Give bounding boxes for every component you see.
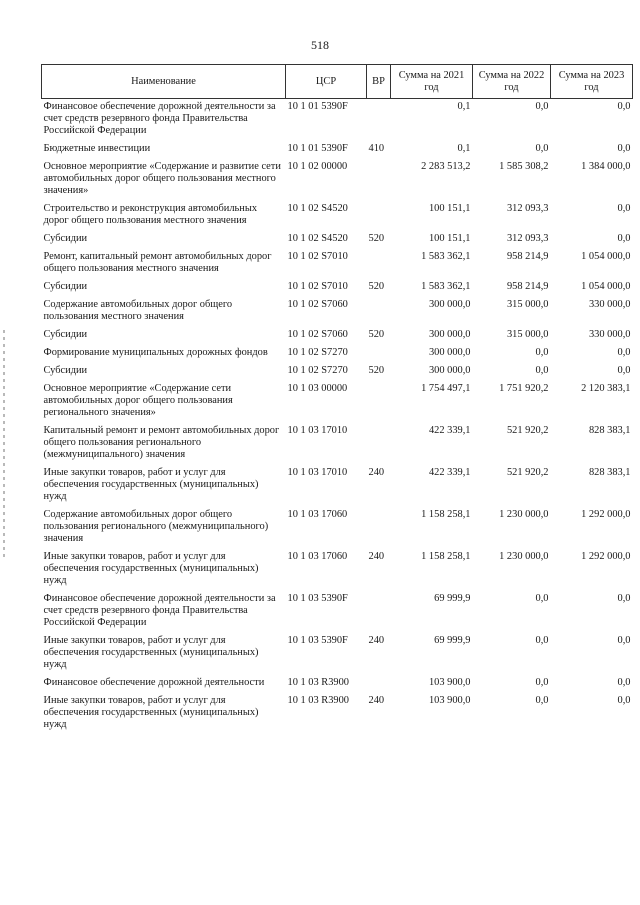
row-sum-2021: 300 000,0 bbox=[428, 365, 471, 376]
row-name: Финансовое обеспечение дорожной деятельности за счет средств резервного фонда Правительства Российской Федерации bbox=[43, 593, 276, 628]
row-name: Иные закупки товаров, работ и услуг для обеспечения государственных (муниципальных) нужд bbox=[43, 635, 259, 670]
table-row bbox=[42, 363, 633, 381]
header-vr: ВР bbox=[367, 65, 391, 99]
table-row bbox=[42, 279, 633, 297]
table-row bbox=[42, 141, 633, 159]
row-csr: 10 1 02 S7010 bbox=[287, 281, 348, 292]
row-csr: 10 1 03 17060 bbox=[287, 509, 348, 520]
row-name: Финансовое обеспечение дорожной деятельности за счет средств резервного фонда Правительства Российской Федерации bbox=[43, 101, 276, 136]
row-vr bbox=[367, 381, 391, 423]
row-name: Основное мероприятие «Содержание сети автомобильных дорог общего пользования регионального значения» bbox=[43, 383, 233, 418]
row-csr: 10 1 02 S7060 bbox=[287, 299, 348, 310]
row-sum-2021: 69 999,9 bbox=[434, 635, 471, 646]
row-sum-2021: 0,1 bbox=[457, 143, 471, 154]
row-csr: 10 1 01 5390F bbox=[287, 101, 348, 112]
row-sum-2022: 1 751 920,2 bbox=[499, 383, 549, 394]
row-sum-2023: 2 120 383,1 bbox=[581, 383, 631, 394]
row-vr bbox=[367, 99, 391, 142]
row-vr: 240 bbox=[368, 467, 385, 478]
table-row bbox=[42, 549, 633, 591]
table-row bbox=[42, 675, 633, 693]
table-row bbox=[42, 249, 633, 279]
row-sum-2021: 1 158 258,1 bbox=[421, 551, 471, 562]
row-sum-2022: 315 000,0 bbox=[506, 299, 549, 310]
row-name: Содержание автомобильных дорог общего пользования регионального (межмуниципального) значения bbox=[43, 509, 269, 544]
header-name: Наименование bbox=[42, 65, 286, 99]
row-vr bbox=[367, 345, 391, 363]
row-csr: 10 1 03 5390F bbox=[287, 635, 348, 646]
row-vr: 410 bbox=[368, 143, 385, 154]
row-sum-2023: 1 292 000,0 bbox=[581, 551, 631, 562]
row-sum-2023: 1 054 000,0 bbox=[581, 281, 631, 292]
row-csr: 10 1 03 17010 bbox=[287, 467, 348, 478]
row-csr: 10 1 02 S7270 bbox=[287, 365, 348, 376]
row-vr bbox=[367, 249, 391, 279]
row-sum-2021: 103 900,0 bbox=[428, 677, 471, 688]
row-csr: 10 1 03 17010 bbox=[287, 425, 348, 436]
row-sum-2023: 828 383,1 bbox=[588, 467, 631, 478]
row-sum-2023: 0,0 bbox=[617, 635, 631, 646]
row-name: Бюджетные инвестиции bbox=[43, 143, 151, 154]
row-name: Субсидии bbox=[43, 233, 88, 244]
header-csr: ЦСР bbox=[286, 65, 367, 99]
row-sum-2022: 312 093,3 bbox=[506, 203, 549, 214]
row-vr: 240 bbox=[368, 551, 385, 562]
row-sum-2021: 300 000,0 bbox=[428, 329, 471, 340]
row-sum-2023: 0,0 bbox=[617, 365, 631, 376]
row-vr bbox=[367, 591, 391, 633]
row-sum-2023: 0,0 bbox=[617, 677, 631, 688]
table-header bbox=[42, 65, 633, 99]
row-sum-2021: 1 158 258,1 bbox=[421, 509, 471, 520]
row-sum-2021: 1 583 362,1 bbox=[421, 281, 471, 292]
row-csr: 10 1 02 S4520 bbox=[287, 203, 348, 214]
table-row bbox=[42, 465, 633, 507]
header-sum-2023: Сумма на 2023 год bbox=[551, 65, 633, 99]
table-row bbox=[42, 201, 633, 231]
row-sum-2022: 958 214,9 bbox=[506, 281, 549, 292]
row-sum-2022: 0,0 bbox=[535, 101, 549, 112]
row-vr bbox=[367, 423, 391, 465]
row-vr: 520 bbox=[368, 281, 385, 292]
row-vr bbox=[367, 675, 391, 693]
row-vr bbox=[367, 159, 391, 201]
row-sum-2022: 0,0 bbox=[535, 677, 549, 688]
table-row bbox=[42, 633, 633, 675]
row-sum-2023: 330 000,0 bbox=[588, 329, 631, 340]
row-sum-2023: 0,0 bbox=[617, 347, 631, 358]
table-row bbox=[42, 297, 633, 327]
table-row bbox=[42, 693, 633, 735]
row-sum-2023: 0,0 bbox=[617, 101, 631, 112]
header-sum-2021: Сумма на 2021 год bbox=[391, 65, 473, 99]
row-csr: 10 1 03 R3900 bbox=[287, 695, 349, 706]
row-sum-2022: 312 093,3 bbox=[506, 233, 549, 244]
table-row bbox=[42, 327, 633, 345]
row-sum-2023: 0,0 bbox=[617, 143, 631, 154]
row-csr: 10 1 02 S4520 bbox=[287, 233, 348, 244]
scan-artifact bbox=[3, 330, 5, 560]
row-csr: 10 1 03 R3900 bbox=[287, 677, 349, 688]
row-sum-2021: 103 900,0 bbox=[428, 695, 471, 706]
table-body bbox=[42, 99, 633, 736]
row-sum-2021: 300 000,0 bbox=[428, 347, 471, 358]
header-sum-2022: Сумма на 2022 год bbox=[473, 65, 551, 99]
page-number: 518 bbox=[311, 38, 329, 52]
row-sum-2021: 422 339,1 bbox=[428, 467, 471, 478]
row-sum-2022: 521 920,2 bbox=[506, 467, 549, 478]
row-sum-2021: 2 283 513,2 bbox=[421, 161, 471, 172]
table-row bbox=[42, 99, 633, 142]
row-name: Строительство и реконструкция автомобильных дорог общего пользования местного значения bbox=[43, 203, 258, 226]
table-row bbox=[42, 423, 633, 465]
row-vr bbox=[367, 507, 391, 549]
row-sum-2022: 0,0 bbox=[535, 695, 549, 706]
row-sum-2021: 100 151,1 bbox=[428, 233, 471, 244]
row-sum-2021: 300 000,0 bbox=[428, 299, 471, 310]
table-row bbox=[42, 507, 633, 549]
row-sum-2022: 315 000,0 bbox=[506, 329, 549, 340]
row-sum-2023: 1 292 000,0 bbox=[581, 509, 631, 520]
row-sum-2022: 521 920,2 bbox=[506, 425, 549, 436]
row-vr bbox=[367, 201, 391, 231]
table-row bbox=[42, 381, 633, 423]
row-csr: 10 1 03 00000 bbox=[287, 383, 348, 394]
row-sum-2023: 0,0 bbox=[617, 593, 631, 604]
row-name: Субсидии bbox=[43, 281, 88, 292]
row-name: Содержание автомобильных дорог общего пользования местного значения bbox=[43, 299, 233, 322]
row-name: Капитальный ремонт и ремонт автомобильных дорог общего пользования регионального (межмуниципального) значения bbox=[43, 425, 280, 460]
row-sum-2023: 0,0 bbox=[617, 203, 631, 214]
row-csr: 10 1 02 S7060 bbox=[287, 329, 348, 340]
row-name: Иные закупки товаров, работ и услуг для обеспечения государственных (муниципальных) нужд bbox=[43, 695, 259, 730]
row-csr: 10 1 02 00000 bbox=[287, 161, 348, 172]
row-sum-2023: 1 054 000,0 bbox=[581, 251, 631, 262]
budget-table bbox=[41, 64, 633, 735]
row-name: Субсидии bbox=[43, 329, 88, 340]
row-vr: 520 bbox=[368, 329, 385, 340]
row-name: Иные закупки товаров, работ и услуг для обеспечения государственных (муниципальных) нужд bbox=[43, 467, 259, 502]
row-sum-2021: 422 339,1 bbox=[428, 425, 471, 436]
table-row bbox=[42, 159, 633, 201]
row-csr: 10 1 02 S7270 bbox=[287, 347, 348, 358]
table-row bbox=[42, 231, 633, 249]
row-vr bbox=[367, 297, 391, 327]
row-sum-2022: 1 230 000,0 bbox=[499, 551, 549, 562]
row-name: Субсидии bbox=[43, 365, 88, 376]
row-sum-2022: 0,0 bbox=[535, 635, 549, 646]
row-sum-2022: 0,0 bbox=[535, 347, 549, 358]
row-name: Иные закупки товаров, работ и услуг для обеспечения государственных (муниципальных) нужд bbox=[43, 551, 259, 586]
row-sum-2021: 69 999,9 bbox=[434, 593, 471, 604]
row-sum-2021: 0,1 bbox=[457, 101, 471, 112]
row-vr: 240 bbox=[368, 695, 385, 706]
row-csr: 10 1 03 17060 bbox=[287, 551, 348, 562]
row-sum-2023: 0,0 bbox=[617, 695, 631, 706]
header-row bbox=[42, 65, 633, 99]
row-csr: 10 1 01 5390F bbox=[287, 143, 348, 154]
row-sum-2023: 330 000,0 bbox=[588, 299, 631, 310]
row-sum-2021: 1 583 362,1 bbox=[421, 251, 471, 262]
row-sum-2023: 1 384 000,0 bbox=[581, 161, 631, 172]
row-sum-2022: 0,0 bbox=[535, 365, 549, 376]
row-sum-2022: 1 585 308,2 bbox=[499, 161, 549, 172]
table-row bbox=[42, 591, 633, 633]
row-sum-2022: 1 230 000,0 bbox=[499, 509, 549, 520]
row-name: Ремонт, капитальный ремонт автомобильных дорог общего пользования местного значения bbox=[43, 251, 272, 274]
row-vr: 240 bbox=[368, 635, 385, 646]
row-name: Финансовое обеспечение дорожной деятельности bbox=[43, 677, 265, 688]
row-sum-2021: 1 754 497,1 bbox=[421, 383, 471, 394]
row-name: Основное мероприятие «Содержание и развитие сети автомобильных дорог общего пользования местного значения» bbox=[43, 161, 281, 196]
table-row bbox=[42, 345, 633, 363]
row-sum-2023: 828 383,1 bbox=[588, 425, 631, 436]
row-csr: 10 1 02 S7010 bbox=[287, 251, 348, 262]
row-sum-2022: 958 214,9 bbox=[506, 251, 549, 262]
row-csr: 10 1 03 5390F bbox=[287, 593, 348, 604]
row-sum-2021: 100 151,1 bbox=[428, 203, 471, 214]
row-sum-2022: 0,0 bbox=[535, 143, 549, 154]
row-vr: 520 bbox=[368, 365, 385, 376]
row-vr: 520 bbox=[368, 233, 385, 244]
row-sum-2023: 0,0 bbox=[617, 233, 631, 244]
row-sum-2022: 0,0 bbox=[535, 593, 549, 604]
row-name: Формирование муниципальных дорожных фондов bbox=[43, 347, 268, 358]
